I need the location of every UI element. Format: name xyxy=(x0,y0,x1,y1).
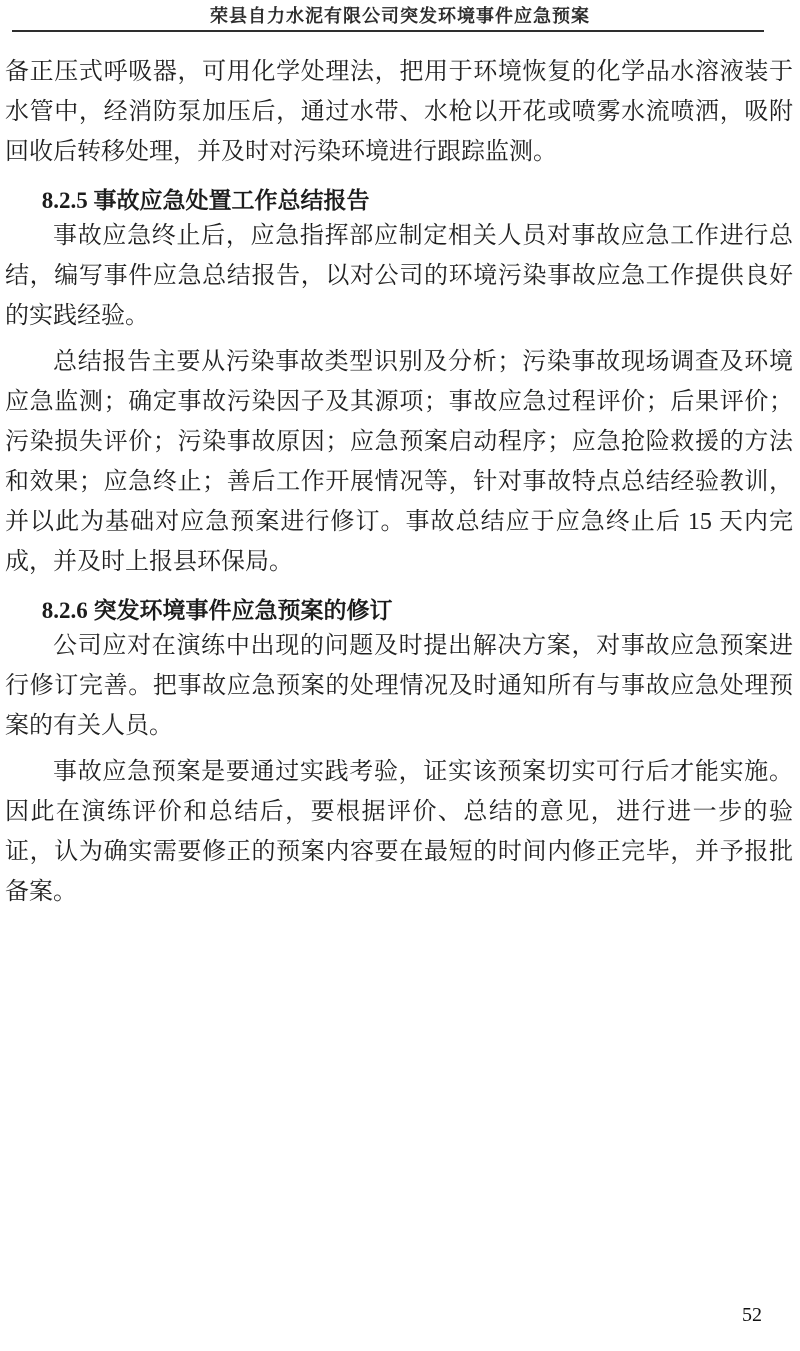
paragraph-plan-verification: 事故应急预案是要通过实践考验，证实该预案切实可行后才能实施。因此在演练评价和总结后，要根据评价、总结的意见，进行进一步的验证，认为确实需要修正的预案内容要在最短的时间内修正完毕，并予报批备案。 xyxy=(5,759,793,905)
section-heading-8-2-6: 8.2.6 突发环境事件应急预案的修订 xyxy=(41,598,393,623)
continuation-paragraph: 备正压式呼吸器，可用化学处理法，把用于环境恢复的化学品水溶液装于水管中，经消防泵加压后，通过水带、水枪以开花或喷雾水流喷洒，吸附回收后转移处理，并及时对污染环境进行跟踪监测。 xyxy=(5,59,793,165)
document-header xyxy=(0,0,800,32)
paragraph-summary-report-intro: 事故应急终止后，应急指挥部应制定相关人员对事故应急工作进行总结，编写事件应急总结报告，以对公司的环境污染事故应急工作提供良好的实践经验。 xyxy=(5,223,793,329)
paragraph-summary-report-contents: 总结报告主要从污染事故类型识别及分析；污染事故现场调查及环境应急监测；确定事故污染因子及其源项；事故应急过程评价；后果评价；污染损失评价；污染事故原因；应急预案启动程序；应急抢险救援的方法和效果；应急终止；善后工作开展情况等，针对事故特点总结经验教训，并以此为基础对应急预案进行修订。事故总结应于应急终止后 15 天内完成，并及时上报县环保局。 xyxy=(5,349,793,575)
document-body xyxy=(5,52,793,912)
document-header-title: 荣县自力水泥有限公司突发环境事件应急预案 xyxy=(210,6,590,26)
header-divider-line xyxy=(12,30,764,32)
section-heading-8-2-5: 8.2.5 事故应急处置工作总结报告 xyxy=(41,188,370,213)
page-number: 52 xyxy=(742,1304,762,1326)
paragraph-plan-revision: 公司应对在演练中出现的问题及时提出解决方案，对事故应急预案进行修订完善。把事故应急预案的处理情况及时通知所有与事故应急处理预案的有关人员。 xyxy=(5,633,793,739)
